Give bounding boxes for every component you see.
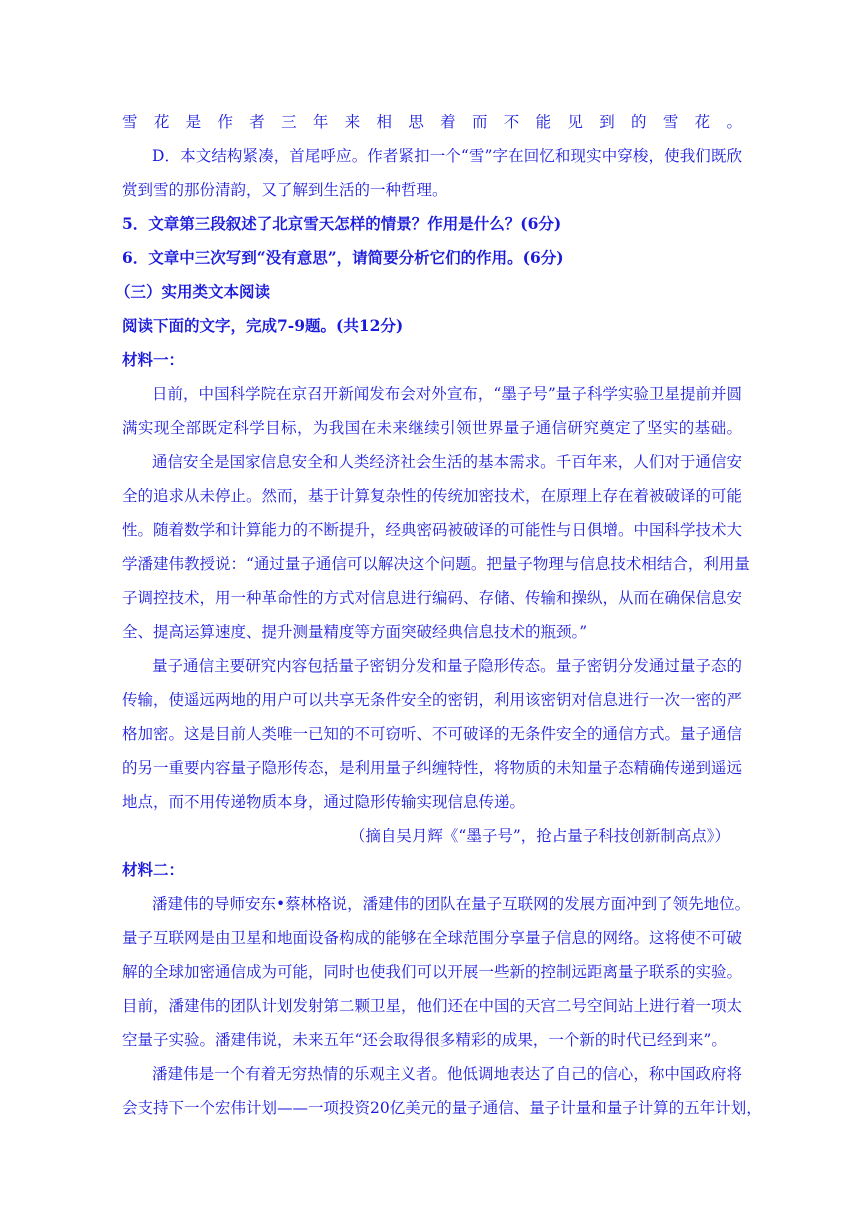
paragraph-line: 的另一重要内容量子隐形传态，是利用量子纠缠特性，将物质的未知量子态精确传递到遥远 bbox=[122, 759, 743, 777]
paragraph-line: 全、提高运算速度、提升测量精度等方面突破经典信息技术的瓶颈。” bbox=[122, 623, 588, 641]
paragraph-line: 赏到雪的那份清韵，又了解到生活的一种哲理。 bbox=[122, 181, 448, 199]
paragraph-line: 潘建伟是一个有着无穷热情的乐观主义者。他低调地表达了自己的信心，称中国政府将 bbox=[152, 1065, 742, 1083]
paragraph-line: 会支持下一个宏伟计划——一项投资20亿美元的量子通信、量子计量和量子计算的五年计划， bbox=[122, 1099, 762, 1117]
paragraph-line: 满实现全部既定科学目标，为我国在未来继续引领世界量子通信研究奠定了坚实的基础。 bbox=[122, 419, 742, 437]
paragraph-line: 全的追求从未停止。然而，基于计算复杂性的传统加密技术，在原理上存在着被破译的可能 bbox=[122, 487, 743, 505]
material-two-heading: 材料二： bbox=[122, 860, 185, 879]
paragraph-line: 地点，而不用传递物质本身，通过隐形传输实现信息传递。 bbox=[122, 793, 526, 811]
question-6: 6．文章中三次写到“没有意思”，请简要分析它们的作用。(6分) bbox=[122, 248, 564, 267]
paragraph-line: 空量子实验。潘建伟说，未来五年“还会取得很多精彩的成果，一个新的时代已经到来”。 bbox=[122, 1031, 727, 1049]
paragraph-line: 通信安全是国家信息安全和人类经济社会生活的基本需求。千百年来，人们对于通信安 bbox=[152, 453, 742, 471]
paragraph-line: 性。随着数学和计算能力的不断提升，经典密码被破译的可能性与日俱增。中国科学技术大 bbox=[122, 521, 743, 539]
reading-instruction: 阅读下面的文字，完成7-9题。(共12分) bbox=[122, 316, 404, 335]
paragraph-line: 子调控技术，用一种革命性的方式对信息进行编码、存储、传输和操纵，从而在确保信息安 bbox=[122, 589, 743, 607]
paragraph-line: 传输，使遥远两地的用户可以共享无条件安全的密钥，利用该密钥对信息进行一次一密的严 bbox=[122, 691, 743, 709]
option-d-line: D．本文结构紧凑，首尾呼应。作者紧扣一个“雪”字在回忆和现实中穿梭，使我们既欣 bbox=[152, 147, 742, 165]
question-5: 5．文章第三段叙述了北京雪天怎样的情景？作用是什么？(6分) bbox=[122, 214, 562, 233]
source-citation: （摘自吴月辉《“墨子号”，抢占量子科技创新制高点》） bbox=[349, 827, 730, 845]
paragraph-line: 量子互联网是由卫星和地面设备构成的能够在全球范围分享量子信息的网络。这将使不可破 bbox=[122, 929, 743, 947]
paragraph-line: 雪花是作者三年来相思着而不能见到的雪花。 bbox=[122, 113, 742, 131]
material-one-heading: 材料一： bbox=[122, 350, 185, 369]
paragraph-line: 目前，潘建伟的团队计划发射第二颗卫星，他们还在中国的天宫二号空间站上进行着一项太 bbox=[122, 997, 743, 1015]
paragraph-line: 学潘建伟教授说：“通过量子通信可以解决这个问题。把量子物理与信息技术相结合，利用量 bbox=[122, 555, 750, 573]
paragraph-line: 格加密。这是目前人类唯一已知的不可窃听、不可破译的无条件安全的通信方式。量子通信 bbox=[122, 725, 743, 743]
paragraph-line: 量子通信主要研究内容包括量子密钥分发和量子隐形传态。量子密钥分发通过量子态的 bbox=[152, 657, 742, 675]
section-heading: （三）实用类文本阅读 bbox=[115, 282, 271, 301]
paragraph-line: 潘建伟的导师安东•蔡林格说，潘建伟的团队在量子互联网的发展方面冲到了领先地位。 bbox=[152, 895, 751, 913]
paragraph-line: 日前，中国科学院在京召开新闻发布会对外宣布，“墨子号”量子科学实验卫星提前并圆 bbox=[152, 385, 742, 403]
paragraph-line: 解的全球加密通信成为可能，同时也使我们可以开展一些新的控制远距离量子联系的实验。 bbox=[122, 963, 743, 981]
